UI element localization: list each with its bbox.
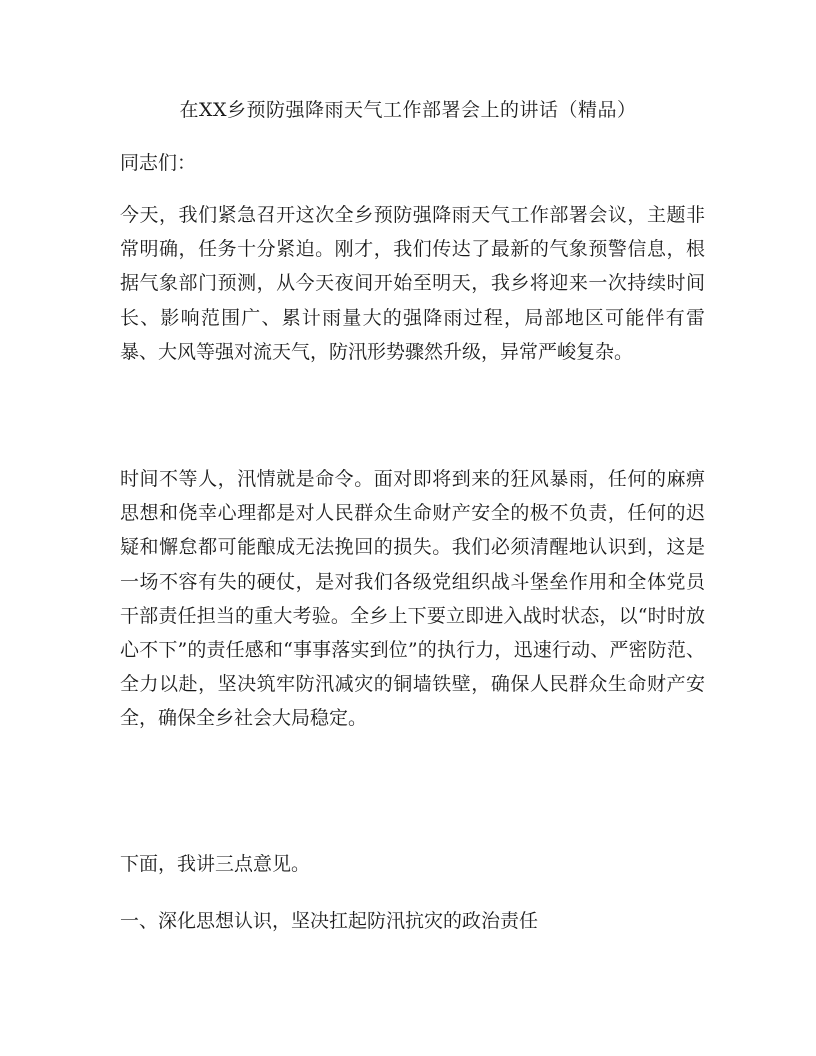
section-heading-1: 一、深化思想认识，坚决扛起防汛抗灾的政治责任 [120,910,539,932]
salutation: 同志们： [120,152,197,174]
document-title: 在XX乡预防强降雨天气工作部署会上的讲话（精品） [179,99,637,121]
paragraph-3: 下面，我讲三点意见。 [120,853,311,875]
paragraph-1: 今天，我们紧急召开这次全乡预防强降雨天气工作部署会议，主题非常明确，任务十分紧迫。刚才，我们传达了最新的气象预警信息，根据气象部门预测，从今天夜间开始至明天，我乡将迎来一次持续时间长、影响范围广、累计雨量大的强降雨过程，局部地区可能伴有雷暴、大风等强对流天气，防汛形势骤然升级，异常严峻复杂。 [120,204,705,363]
paragraph-2: 时间不等人，汛情就是命令。面对即将到来的狂风暴雨，任何的麻痹思想和侥幸心理都是对人民群众生命财产安全的极不负责，任何的迟疑和懈怠都可能酿成无法挽回的损失。我们必须清醒地认识到，这是一场不容有失的硬仗，是对我们各级党组织战斗堡垒作用和全体党员干部责任担当的重大考验。全乡上下要立即进入战时状态，以“时时放心不下”的责任感和“事事落实到位”的执行力，迅速行动、严密防范、全力以赴，坚决筑牢防汛减灾的铜墙铁壁，确保人民群众生命财产安全，确保全乡社会大局稳定。 [120,468,705,730]
